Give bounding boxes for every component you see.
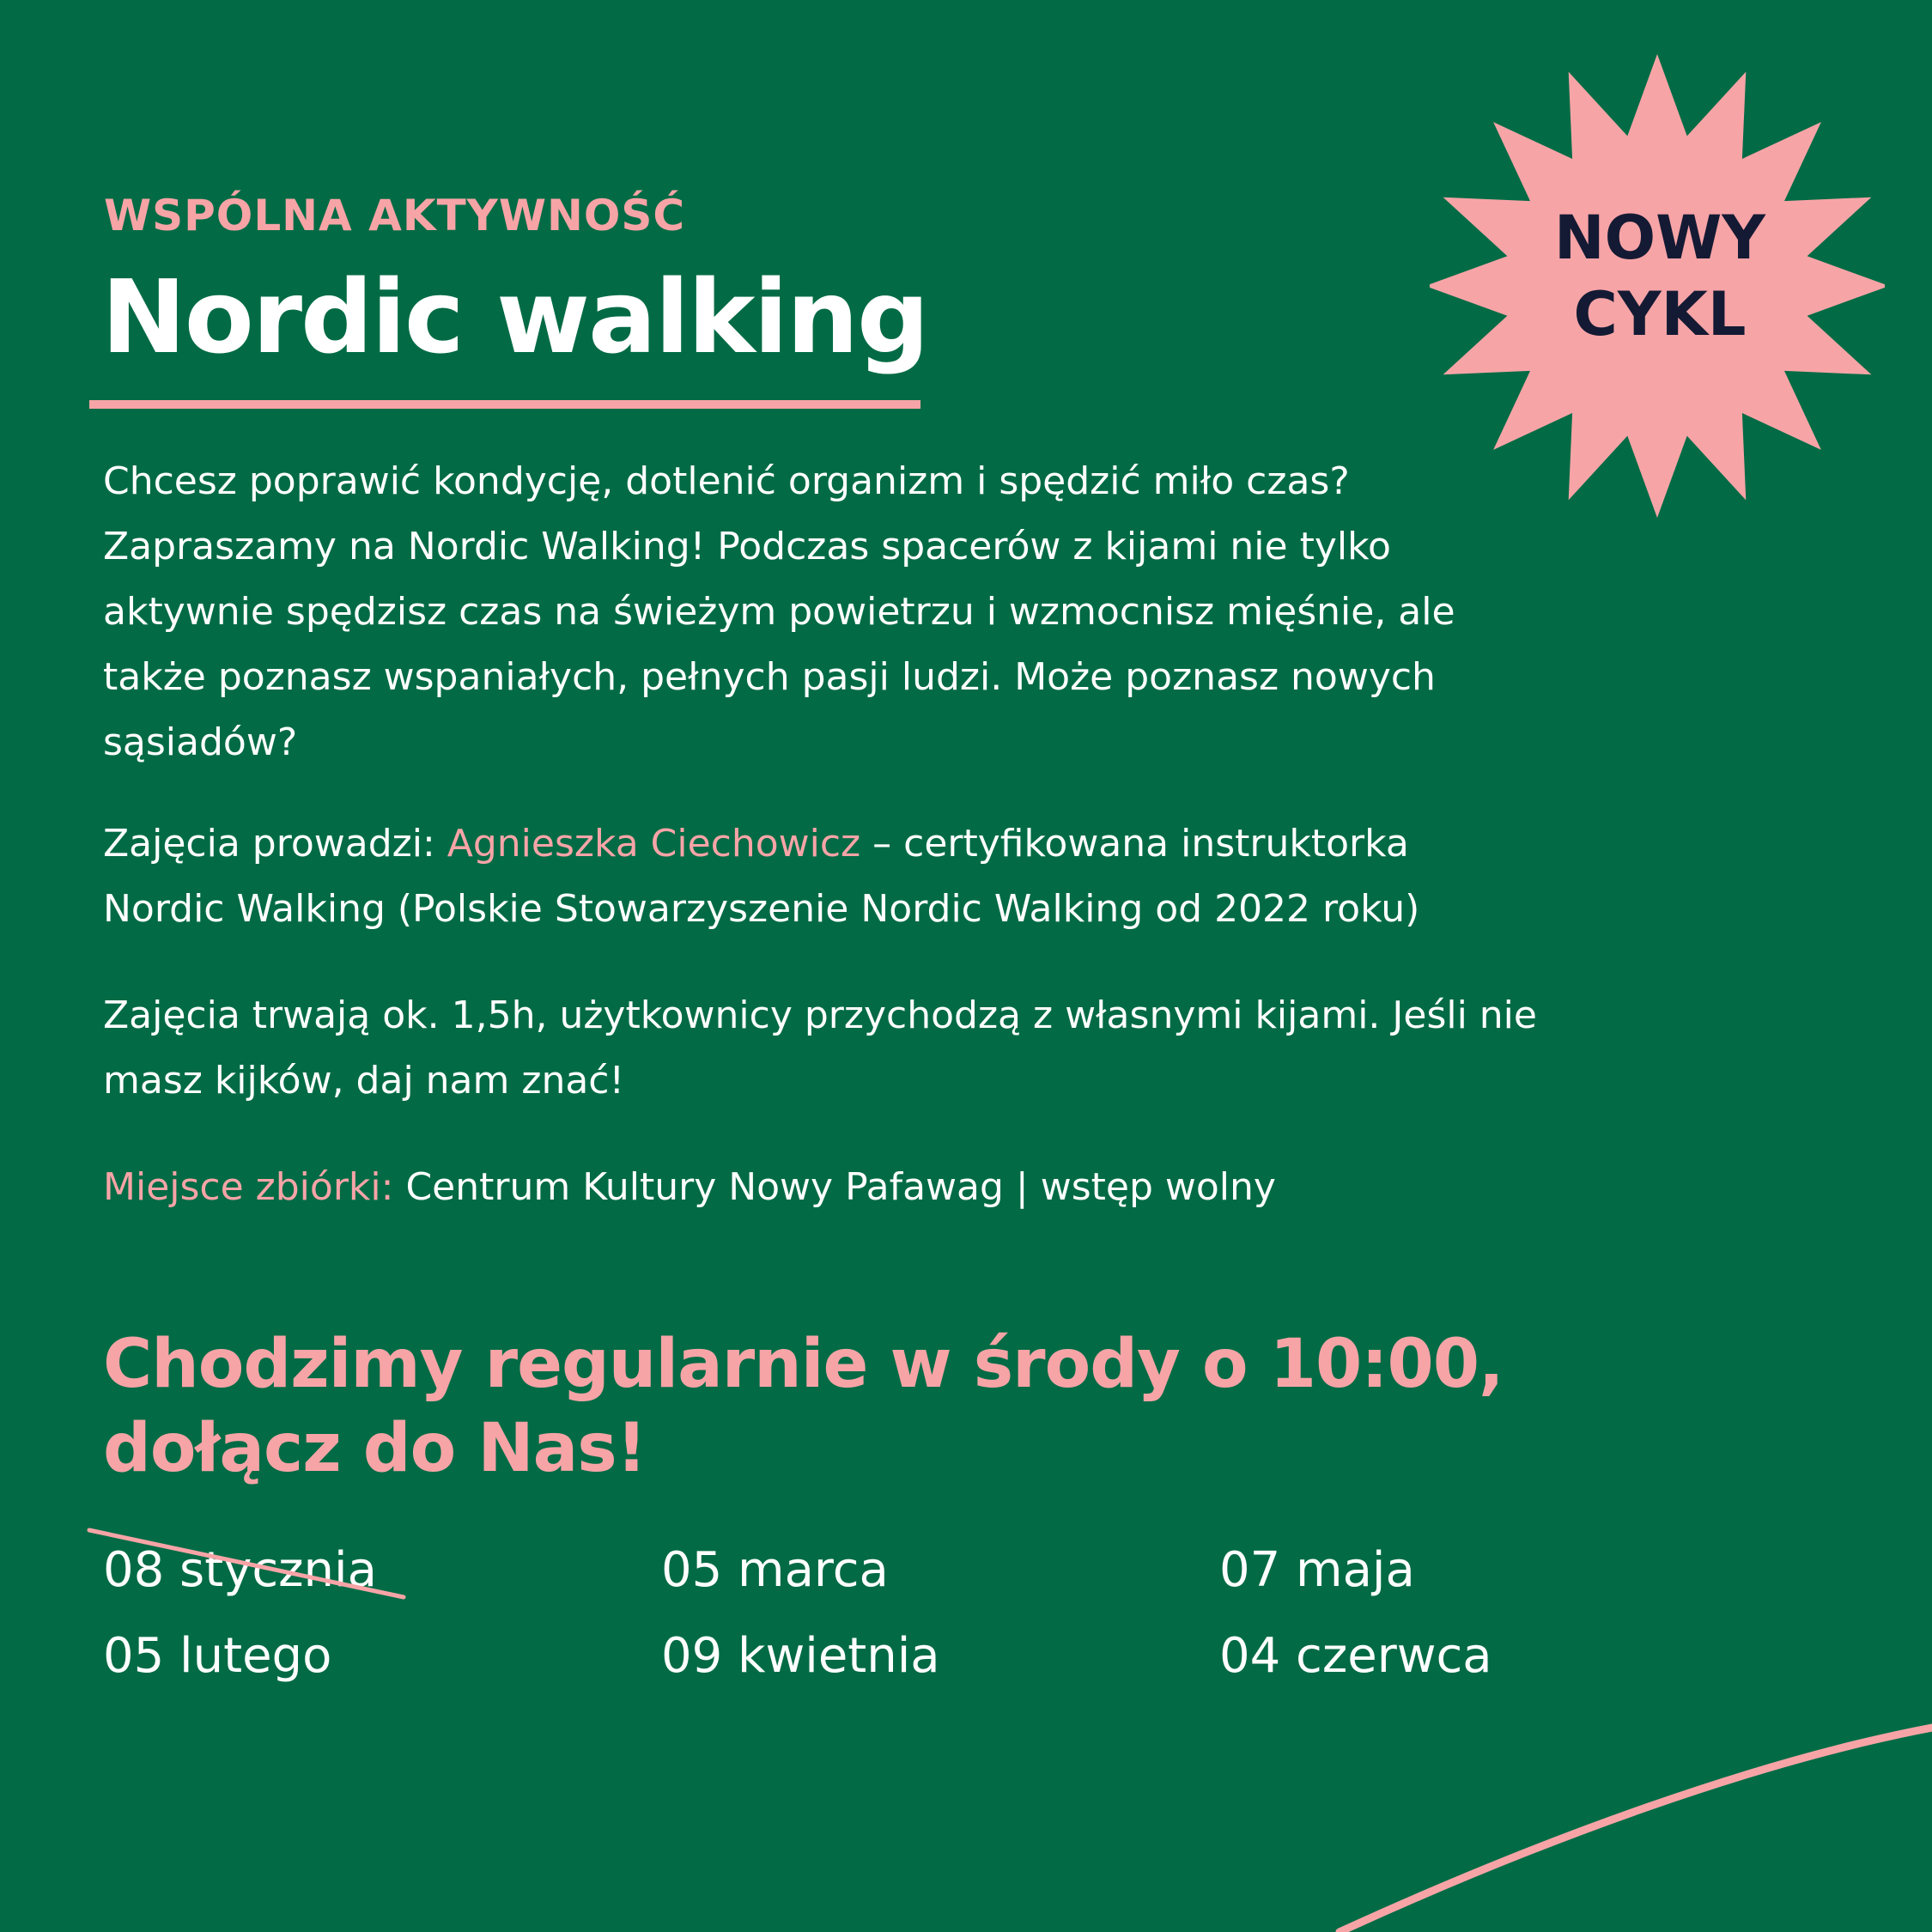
instructor-paragraph: [103, 811, 1735, 942]
date-item: 04 czerwca: [1219, 1628, 1492, 1684]
location-value: Centrum Kultury Nowy Pafawag | wstęp wolny: [393, 1165, 1276, 1209]
intro-paragraph: [103, 449, 1735, 775]
date-item: 08 stycznia: [103, 1542, 377, 1598]
cta-line-2: dołącz do Nas!: [103, 1410, 647, 1487]
instructor-suffix: – certyfikowana instruktorka: [860, 822, 1409, 866]
details-line: Zajęcia trwają ok. 1,5h, użytkownicy przychodzą z własnymi kijami. Jeśli nie: [103, 993, 1537, 1037]
intro-line: Chcesz poprawić kondycję, dotlenić organizm i spędzić miło czas?: [103, 459, 1350, 503]
intro-line: aktywnie spędzisz czas na świeżym powietrzu i wzmocnisz mięśnie, ale: [103, 590, 1455, 634]
instructor-prefix: Zajęcia prowadzi:: [103, 822, 447, 866]
cta-line-1: Chodzimy regularnie w środy o 10:00,: [103, 1326, 1504, 1403]
date-item: 07 maja: [1219, 1542, 1415, 1598]
call-to-action: [103, 1322, 1563, 1491]
location-paragraph: [103, 1155, 1735, 1220]
past-date-strike: [86, 1520, 412, 1606]
page-title: Nordic walking: [101, 258, 928, 376]
intro-line: sąsiadów?: [103, 720, 298, 764]
date-item: 09 kwietnia: [661, 1628, 940, 1684]
date-item: 05 lutego: [103, 1628, 332, 1684]
intro-line: także poznasz wspaniałych, pełnych pasji ludzi. Może poznasz nowych: [103, 655, 1436, 699]
date-item: 05 marca: [661, 1542, 889, 1598]
badge-line-2: CYKL: [1573, 279, 1747, 349]
details-paragraph: [103, 983, 1735, 1114]
location-label: Miejsce zbiórki:: [103, 1165, 394, 1209]
eyebrow-label: WSPÓLNA AKTYWNOŚĆ: [104, 191, 686, 240]
badge-line-1: NOWY: [1554, 203, 1765, 273]
intro-line: Zapraszamy na Nordic Walking! Podczas spacerów z kijami nie tylko: [103, 525, 1391, 568]
details-line: masz kijków, daj nam znać!: [103, 1059, 625, 1103]
instructor-line-2: Nordic Walking (Polskie Stowarzyszenie Nordic Walking od 2022 roku): [103, 887, 1420, 931]
instructor-name: Agnieszka Ciechowicz: [447, 822, 861, 866]
title-underline: [89, 400, 920, 409]
instructor-line-1: [103, 811, 1735, 877]
